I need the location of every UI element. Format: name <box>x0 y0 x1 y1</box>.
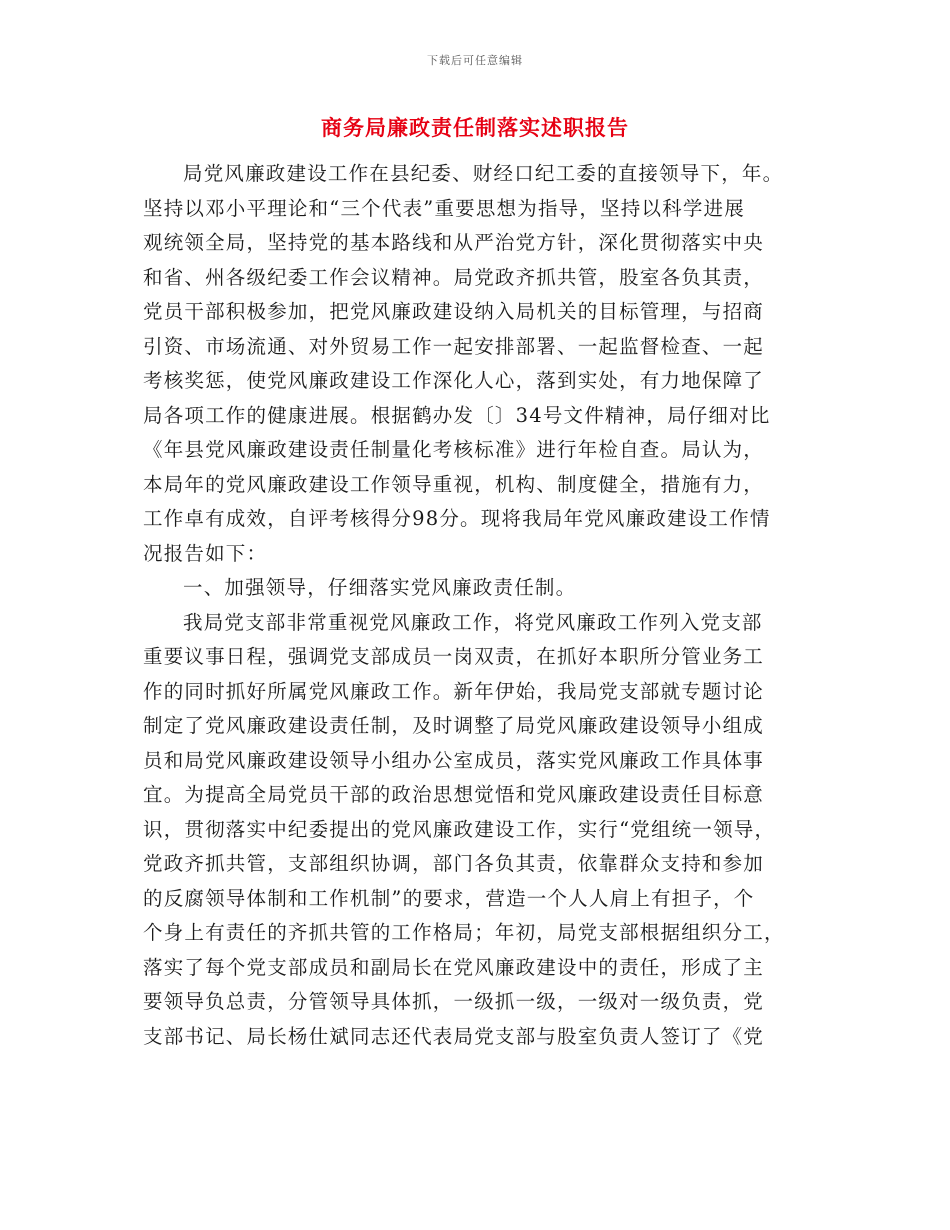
document-body <box>143 157 811 1054</box>
body-text-line: 的反腐领导体制和工作机制”的要求，营造一个人人肩上有担子，个 <box>143 886 755 910</box>
body-text-line: 支部书记、局长杨仕斌同志还代表局党支部与股室负责人签订了《党 <box>143 1024 765 1048</box>
document-title: 商务局廉政责任制落实述职报告 <box>321 115 629 140</box>
body-text-line: 宜。为提高全局党员干部的政治思想觉悟和党风廉政建设责任目标意 <box>143 783 765 806</box>
body-text-line: 要领导负总责，分管领导具体抓，一级抓一级，一级对一级负责，党 <box>143 990 765 1013</box>
body-text-line: 观统领全局，坚持党的基本路线和从严治党方针，深化贯彻落实中央 <box>143 231 765 254</box>
body-text-line: 党政齐抓共管，支部组织协调，部门各负其责，依靠群众支持和参加 <box>143 852 765 875</box>
body-text-line: 重要议事日程，强调党支部成员一岗双责，在抓好本职所分管业务工 <box>143 645 765 668</box>
body-text-line: 一、加强领导，仔细落实党风廉政责任制。 <box>183 576 577 599</box>
body-text-line: 和省、州各级纪委工作会议精神。局党政齐抓共管，股室各负其责， <box>143 265 765 289</box>
body-text-line: 识，贯彻落实中纪委提出的党风廉政建设工作，实行“党组统一领导， <box>143 817 776 841</box>
body-text-line: 引资、市场流通、对外贸易工作一起安排部署、一起监督检查、一起 <box>143 334 765 358</box>
body-text-line: 《年县党风廉政建设责任制量化考核标准》进行年检自查。局认为， <box>143 438 765 461</box>
body-text-line: 落实了每个党支部成员和副局长在党风廉政建设中的责任，形成了主 <box>143 955 765 979</box>
body-text-line: 况报告如下： <box>143 541 268 565</box>
body-text-line: 本局年的党风廉政建设工作领导重视，机构、制度健全，措施有力， <box>143 472 765 496</box>
body-text-line: 党员干部积极参加，把党风廉政建设纳入局机关的目标管理，与招商 <box>143 300 765 323</box>
body-text-line: 局党风廉政建设工作在县纪委、财经口纪工委的直接领导下，年。 <box>183 162 784 185</box>
body-text-line: 我局党支部非常重视党风廉政工作，将党风廉政工作列入党支部 <box>183 610 763 634</box>
page-header-note: 下载后可任意编辑 <box>427 54 523 67</box>
body-text-line: 坚持以邓小平理论和“三个代表”重要思想为指导，坚持以科学进展 <box>143 196 745 220</box>
body-text-line: 个身上有责任的齐抓共管的工作格局；年初，局党支部根据组织分工， <box>143 921 785 944</box>
body-text-line: 制定了党风廉政建设责任制，及时调整了局党风廉政建设领导小组成 <box>143 714 765 737</box>
body-text-line: 局各项工作的健康进展。根据鹤办发〔〕34号文件精神，局仔细对比 <box>143 403 771 427</box>
body-text-line: 作的同时抓好所属党风廉政工作。新年伊始，我局党支部就专题讨论 <box>143 679 765 703</box>
body-text-line: 考核奖惩，使党风廉政建设工作深化人心，落到实处，有力地保障了 <box>143 369 765 392</box>
body-text-line: 员和局党风廉政建设领导小组办公室成员，落实党风廉政工作具体事 <box>143 748 765 772</box>
body-text-line: 工作卓有成效，自评考核得分98分。现将我局年党风廉政建设工作情 <box>143 507 771 530</box>
